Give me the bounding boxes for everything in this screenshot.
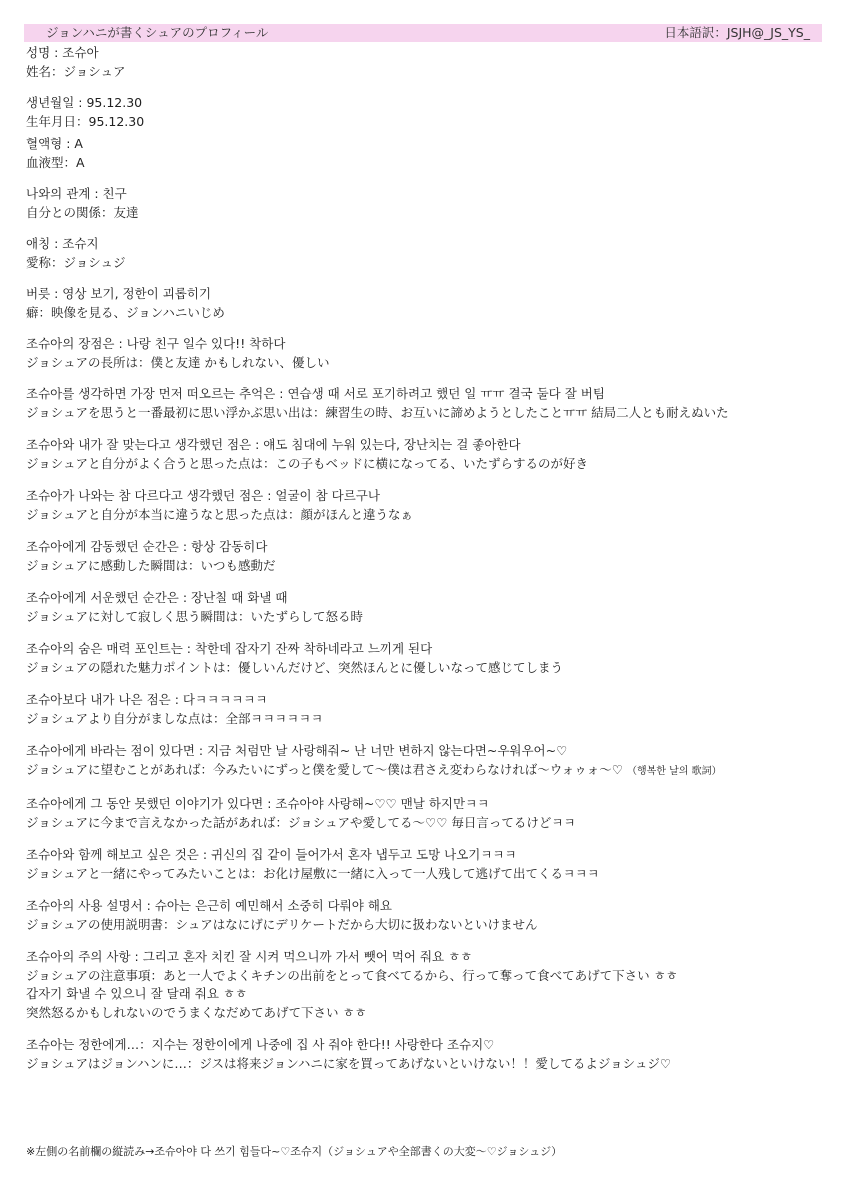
name-ja: 姓名：ジョシュア — [26, 63, 126, 79]
spacer — [26, 781, 826, 795]
moved-ko: 조슈아에게 감동했던 순간은 : 항상 감동히다 — [26, 539, 268, 554]
habit-ja: 癖：映像を見る、ジョンハニいじめ — [26, 304, 225, 320]
untold-ja: ジョシュアに今まで言えなかった話があれば：ジョシュアや愛してる〜♡♡ 毎日言ってるけどㅋㅋ — [26, 814, 576, 830]
spacer — [26, 172, 826, 185]
charm-ja: ジョシュアの隠れた魅力ポイントは：優しいんだけど、突然ほんとに優しいなって感じてしまう — [26, 659, 564, 675]
manual-ja: ジョシュアの使用説明書：シュアはなにげにデリケートだから大切に扱わないといけません — [26, 916, 538, 932]
memory-ja: ジョシュアを思うと一番最初に思い浮かぶ思い出は：練習生の時、お互いに諦めようとしたことㅠㅠ 結局二人とも耐えぬいた — [26, 404, 729, 420]
charm-ko: 조슈아의 숨은 매력 포인트는 : 착한데 잡자기 잔짜 착하네라고 느끼게 된다 — [26, 641, 433, 656]
spacer — [26, 524, 826, 538]
strength-ja: ジョシュアの長所は：僕と友達 かもしれない、優しい — [26, 354, 330, 370]
wish-ja — [26, 761, 826, 782]
nickname-ja: 愛称：ジョシュジ — [26, 254, 126, 270]
differ-ja: ジョシュアと自分が本当に違うなと思った点は：顔がほんと違うなぁ — [26, 506, 414, 522]
sad-ja: ジョシュアに対して寂しく思う瞬間は：いたずらして怒る時 — [26, 608, 364, 624]
nickname-ko: 애칭 : 조슈지 — [26, 236, 99, 251]
wish-ko: 조슈아에게 바라는 점이 있다면 : 지금 처럼만 날 사랑해줘~ 난 너만 변하지 않는다면~우워우어~♡ — [26, 743, 568, 758]
spacer — [26, 728, 826, 742]
relation-ja: 自分との関係：友達 — [26, 204, 139, 220]
spacer — [26, 677, 826, 691]
spacer — [26, 832, 826, 846]
together-ko: 조슈아와 함께 해보고 싶은 것은 : 귀신의 집 같이 들어가서 혼자 냅두고 도망 나오기ㅋㅋㅋ — [26, 847, 517, 862]
name-ko: 성명 : 조슈아 — [26, 45, 99, 60]
spacer — [26, 372, 826, 385]
match-ja: ジョシュアと自分がよく合うと思った点は：この子もベッドに横になってる、いたずらするのが好き — [26, 455, 589, 471]
closing-ja: ジョシュアはジョンハンに…：ジスは将来ジョンハニに家を買ってあげないといけない！！愛してるよジョシュジ♡ — [26, 1055, 672, 1071]
closing-ko: 조슈아는 정한에게…：지수는 정한이에게 나중에 집 사 줘야 한다!! 사랑한다 조슈지♡ — [26, 1037, 495, 1052]
strength-ko: 조슈아의 장점은 : 나랑 친구 일수 있다!! 착하다 — [26, 336, 286, 351]
relation-ko: 나와의 관계 : 친구 — [26, 186, 127, 201]
spacer — [26, 934, 826, 948]
caution-ja: ジョシュアの注意事項：あと一人でよくキチンの出前をとって食べてるから、行って奪って食べてあげて下さい ㅎㅎ — [26, 967, 678, 983]
caution2-ja: 突然怒るかもしれないのでうまくなだめてあげて下さい ㅎㅎ — [26, 1004, 367, 1020]
better-ko: 조슈아보다 내가 나은 점은 : 다ㅋㅋㅋㅋㅋㅋ — [26, 692, 268, 707]
wish-lyrics-note: （행복한 날의 歌詞） — [626, 765, 722, 777]
untold-ko: 조슈아에게 그 동안 못했던 이야기가 있다면 : 조슈아야 사랑해~♡♡ 맨날 하지만ㅋㅋ — [26, 796, 490, 811]
spacer — [26, 222, 826, 235]
spacer — [26, 322, 826, 335]
spacer — [26, 1022, 826, 1036]
blood-ko: 혈액형 : A — [26, 136, 83, 151]
document-title: ジョンハニが書くシュアのプロフィール — [46, 25, 269, 40]
caution2-ko: 갑자기 화낼 수 있으니 잘 달래 줘요 ㅎㅎ — [26, 986, 248, 1001]
header-bar — [24, 24, 822, 42]
caution-ko: 조슈아의 주의 사항 : 그리고 혼자 치킨 잘 시켜 먹으니까 가서 뺏어 먹어 줘요 ㅎㅎ — [26, 949, 473, 964]
footnote: ※左側の名前欄の縦読み→조슈아야 다 쓰기 힘들다~♡조슈지（ジョシュアや全部書くの大変〜♡ジョシュジ） — [26, 1145, 563, 1158]
spacer — [26, 81, 826, 94]
manual-ko: 조슈아의 사용 설명서 : 슈아는 은근히 예민해서 소중히 다뤄야 해요 — [26, 898, 392, 913]
differ-ko: 조슈아가 나와는 참 다르다고 생각했던 점은 : 얼굴이 참 다르구나 — [26, 488, 380, 503]
spacer — [26, 883, 826, 897]
wish-ja-text: ジョシュアに望むことがあれば：今みたいにずっと僕を愛して〜僕は君さえ変わらなければ〜ウォゥォ〜♡ — [26, 761, 623, 777]
moved-ja: ジョシュアに感動した瞬間は：いつも感動だ — [26, 557, 276, 573]
birth-ja: 生年月日：95.12.30 — [26, 113, 145, 129]
translator-credit: 日本語訳：JSJH@_JS_YS_ — [664, 25, 810, 40]
better-ja: ジョシュアより自分がましな点は：全部ㅋㅋㅋㅋㅋㅋ — [26, 710, 323, 726]
spacer — [26, 272, 826, 285]
match-ko: 조슈아와 내가 잘 맞는다고 생각했던 점은 : 얘도 침대에 누워 있는다, 장난치는 걸 좋아한다 — [26, 437, 521, 452]
birth-ko: 생년월일 : 95.12.30 — [26, 95, 143, 110]
together-ja: ジョシュアと一緒にやってみたいことは：お化け屋敷に一緒に入って一人残して逃げて出てくるㅋㅋㅋ — [26, 865, 600, 881]
spacer — [26, 422, 826, 436]
spacer — [26, 626, 826, 640]
profile-content — [26, 44, 826, 1073]
memory-ko: 조슈아를 생각하면 가장 먼저 떠오르는 추억은 : 연습생 때 서로 포기하려고 했던 일 ㅠㅠ 결국 둘다 잘 버팀 — [26, 386, 605, 401]
spacer — [26, 575, 826, 589]
sad-ko: 조슈아에게 서운했던 순간은 : 장난칠 때 화낼 때 — [26, 590, 288, 605]
blood-ja: 血液型：A — [26, 154, 85, 170]
habit-ko: 버릇 : 영상 보기, 정한이 괴롭히기 — [26, 286, 212, 301]
spacer — [26, 473, 826, 487]
